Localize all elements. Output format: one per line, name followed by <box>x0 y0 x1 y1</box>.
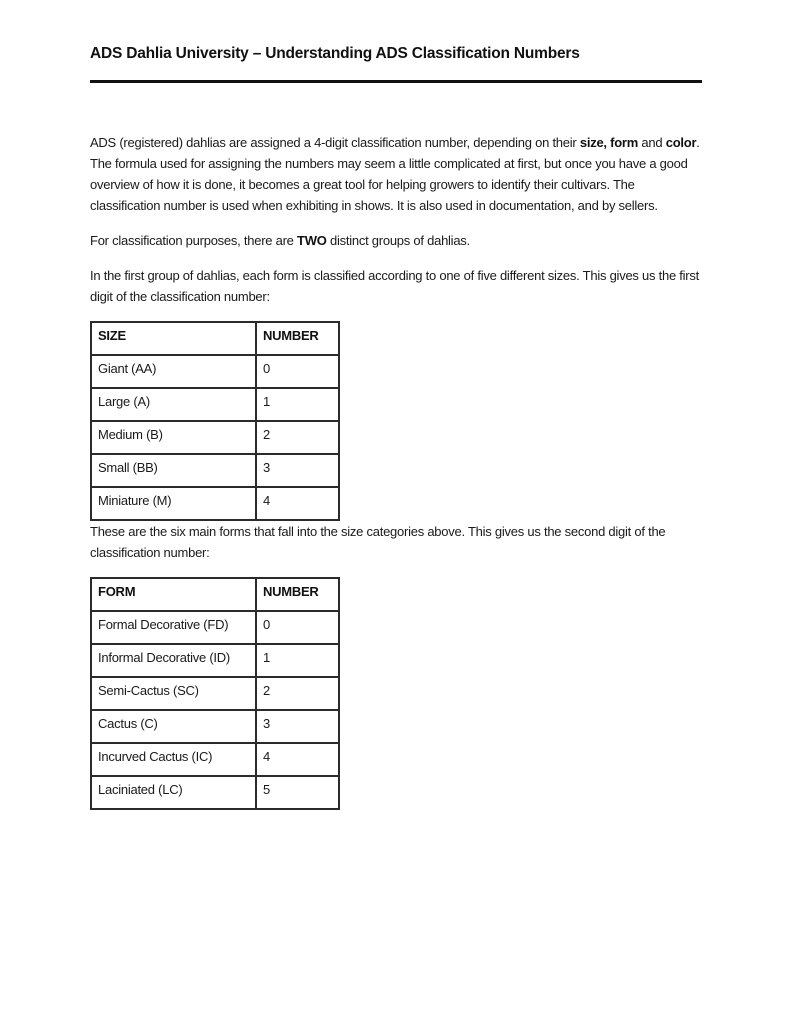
form-table-header-form: FORM <box>91 578 256 611</box>
table-cell: 4 <box>256 487 339 520</box>
table-cell: 2 <box>256 421 339 454</box>
form-table-header-row <box>91 578 339 611</box>
table-cell: 3 <box>256 454 339 487</box>
table-row <box>91 388 339 421</box>
form-table <box>90 577 340 810</box>
table-row <box>91 710 339 743</box>
table-cell: Small (BB) <box>91 454 256 487</box>
page-title: ADS Dahlia University – Understanding ADS Classification Numbers <box>90 45 580 62</box>
size-table-header-size: SIZE <box>91 322 256 355</box>
table-cell: Cactus (C) <box>91 710 256 743</box>
table-cell: 0 <box>256 355 339 388</box>
table-cell: Informal Decorative (ID) <box>91 644 256 677</box>
table-cell: 4 <box>256 743 339 776</box>
table-cell: Large (A) <box>91 388 256 421</box>
size-table <box>90 321 340 521</box>
groups-text-2: distinct groups of dahlias. <box>326 233 470 248</box>
table-cell: Incurved Cactus (IC) <box>91 743 256 776</box>
title-divider-rule <box>90 80 702 83</box>
form-table-wrap <box>90 577 702 810</box>
table-cell: Giant (AA) <box>91 355 256 388</box>
table-cell: 1 <box>256 388 339 421</box>
first-group-paragraph: In the first group of dahlias, each form is classified according to one of five different sizes. This gives us the first digit of the classification number: <box>90 268 699 304</box>
table-row <box>91 644 339 677</box>
intro-text-1: ADS (registered) dahlias are assigned a 4-digit classification number, depending on their <box>90 135 580 150</box>
groups-paragraph <box>90 230 702 251</box>
table-cell: Laciniated (LC) <box>91 776 256 809</box>
intro-text-3: . The formula used for assigning the numbers may seem a little complicated at first, but once you have a good overview of how it is done, it becomes a great tool for helping growers to identify their cultivars. The classification number is used when exhibiting in shows. It is also used in documentation, and by sellers. <box>90 135 700 213</box>
form-table-header-number: NUMBER <box>256 578 339 611</box>
document-page <box>90 0 702 810</box>
size-table-header-row <box>91 322 339 355</box>
table-cell: 1 <box>256 644 339 677</box>
table-row <box>91 421 339 454</box>
table-cell: 0 <box>256 611 339 644</box>
intro-bold-color: color <box>665 135 697 150</box>
intro-bold-size-form: size, form <box>579 135 639 150</box>
table-cell: Semi-Cactus (SC) <box>91 677 256 710</box>
groups-bold-two: TWO <box>297 233 327 248</box>
table-row <box>91 743 339 776</box>
intro-text-2: and <box>638 135 666 150</box>
table-row <box>91 454 339 487</box>
table-cell: Formal Decorative (FD) <box>91 611 256 644</box>
forms-paragraph: These are the six main forms that fall into the size categories above. This gives us the second digit of the classification number: <box>90 524 666 560</box>
size-table-header-number: NUMBER <box>256 322 339 355</box>
table-row <box>91 776 339 809</box>
table-cell: 3 <box>256 710 339 743</box>
intro-paragraph <box>90 132 702 216</box>
table-row <box>91 611 339 644</box>
table-row <box>91 677 339 710</box>
groups-text-1: For classification purposes, there are <box>90 233 298 248</box>
table-cell: 5 <box>256 776 339 809</box>
table-cell: Medium (B) <box>91 421 256 454</box>
table-row <box>91 487 339 520</box>
table-row <box>91 355 339 388</box>
table-cell: Miniature (M) <box>91 487 256 520</box>
table-cell: 2 <box>256 677 339 710</box>
